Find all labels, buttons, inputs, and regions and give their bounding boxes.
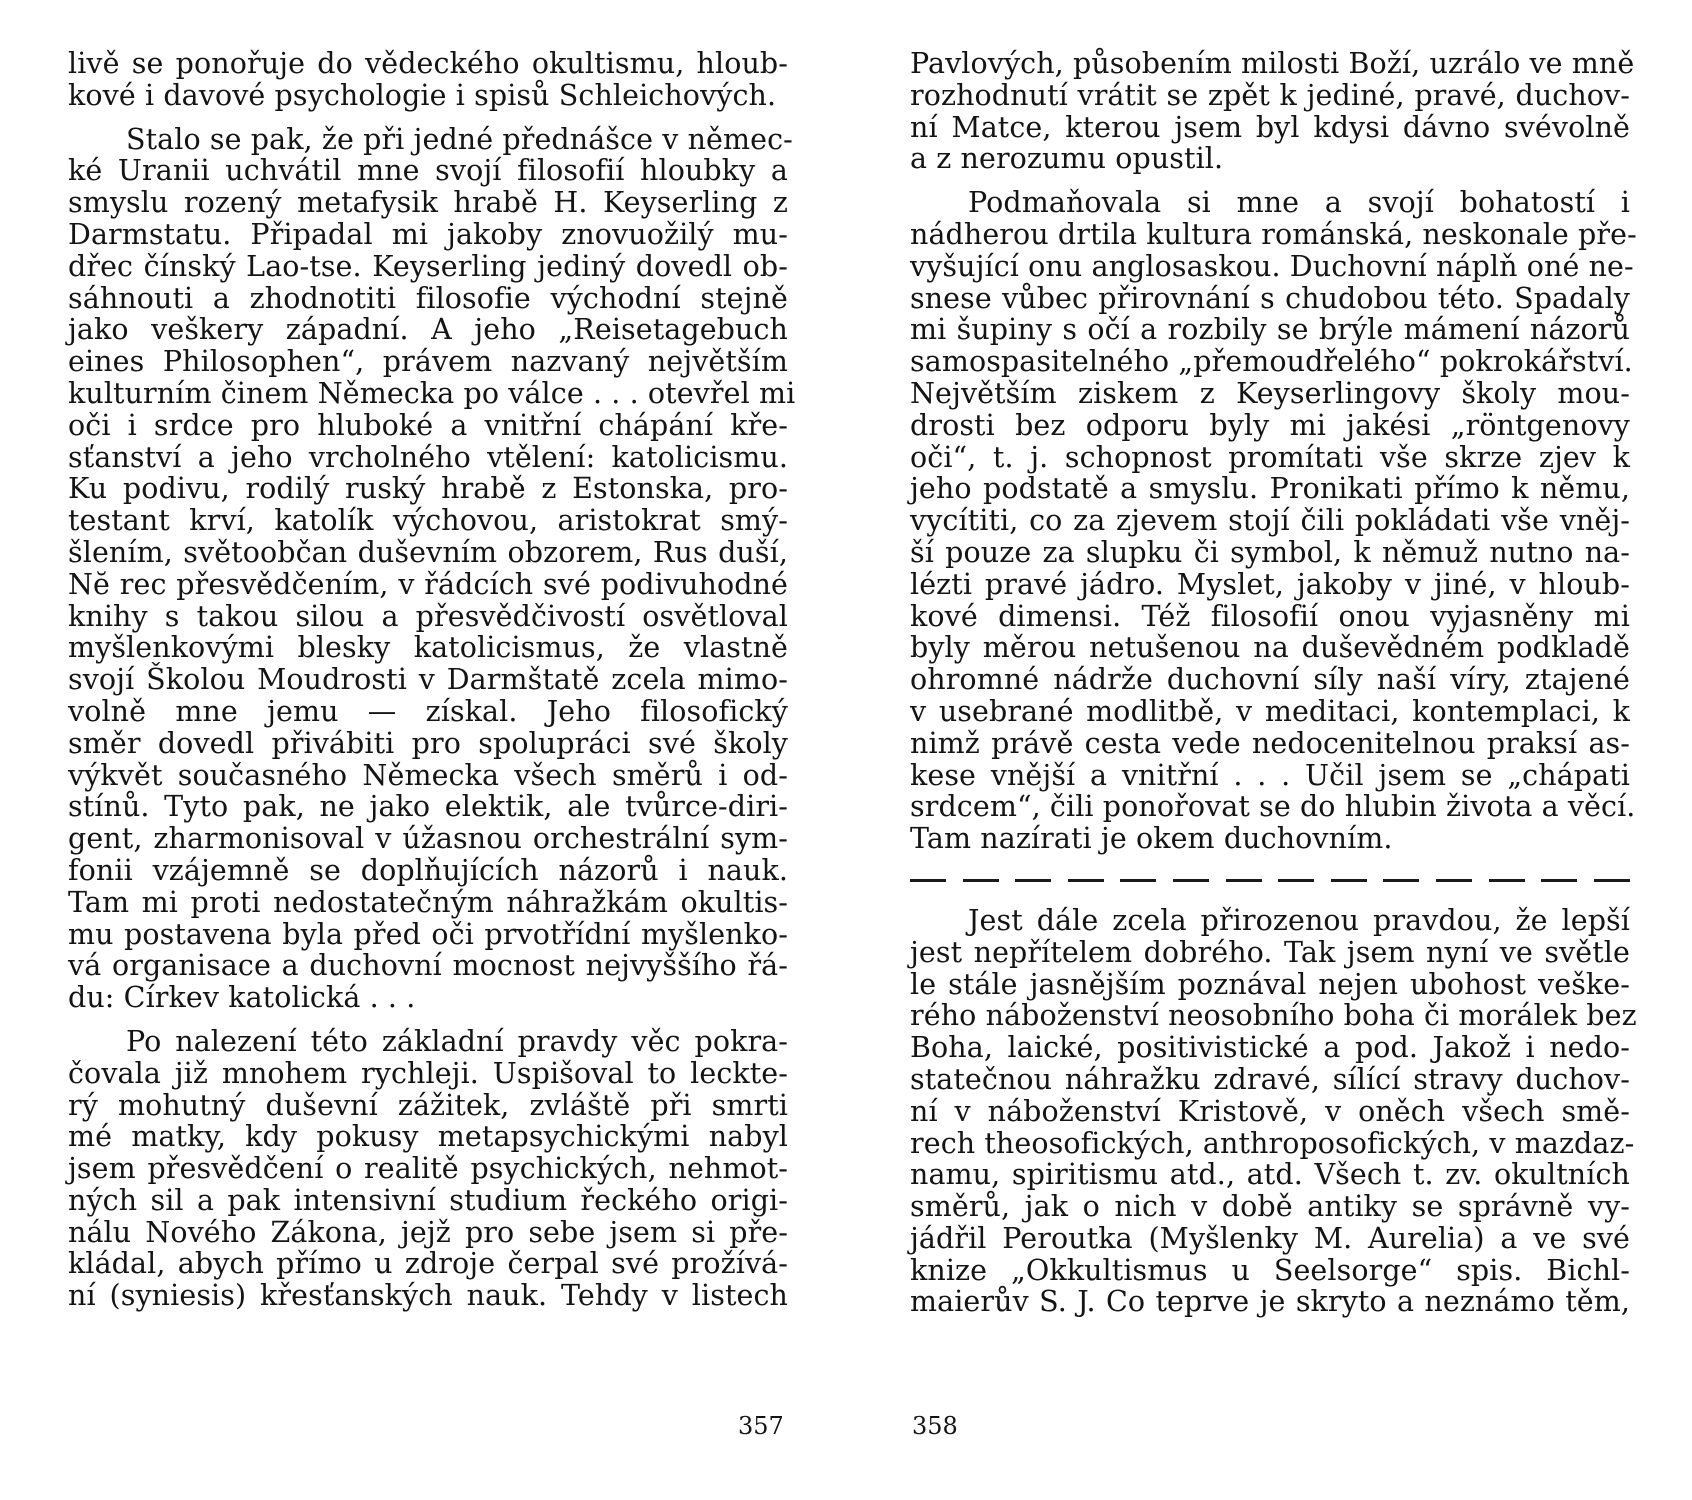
divider-dash xyxy=(1594,879,1630,882)
text-line: Jest dále zcela přirozenou pravdou, že lepší xyxy=(968,903,1630,937)
text-line: mé matky, kdy pokusy metapsychickými nabyl xyxy=(68,1120,788,1154)
text-line: jeho podstatě a smyslu. Pronikati přímo k němu, xyxy=(910,472,1630,506)
text-line: smyslu rozený metafysik hrabě H. Keyserling z xyxy=(68,186,788,220)
text-line: dřec čínský Lao-tse. Keyserling jediný dovedl ob- xyxy=(68,249,788,283)
text-line: volně mne jemu — získal. Jeho filosofický xyxy=(68,694,788,728)
text-line: oči i srdce pro hluboké a vnitřní chápání kře- xyxy=(68,408,788,442)
text-line: rozhodnutí vrátit se zpět k jediné, pravé, duchov- xyxy=(910,78,1630,112)
text-line: kládal, abych přímo u zdroje čerpal své prožívá- xyxy=(68,1247,788,1281)
text-line: čovala již mnohem rychleji. Uspišoval to leckte- xyxy=(68,1056,788,1090)
text-line: Boha, laické, positivistické a pod. Jakož i nedo- xyxy=(910,1031,1630,1065)
text-line: jako veškery západní. A jeho „Reisetagebuch xyxy=(68,313,788,347)
text-line: gent, zharmonisoval v úžasnou orchestrální sym- xyxy=(68,822,788,856)
text-line: knihy s takou silou a přesvědčivostí osvětloval xyxy=(68,599,788,633)
text-line: vyšující onu anglosaskou. Duchovní náplň oné ne- xyxy=(910,249,1634,283)
text-line: jádřil Peroutka (Myšlenky M. Aurelia) a ve své xyxy=(910,1221,1630,1255)
text-line: Po nalezení této základní pravdy věc pokra- xyxy=(126,1024,788,1058)
divider-dash xyxy=(1436,879,1472,882)
text-line: ké Uranii uchvátil mne svojí filosofií hloubky a xyxy=(68,154,788,188)
text-line: výkvět současného Německa všech směrů i od- xyxy=(68,758,788,792)
text-line: samospasitelného „přemoudřelého“ pokrokářství. xyxy=(910,345,1633,379)
text-line: namu, spiritismu atd., atd. Všech t. zv. okultních xyxy=(910,1158,1630,1192)
text-line: eines Philosophen“, právem nazvaný největším xyxy=(68,345,788,379)
text-line: ohromné nádrže duchovní síly naší víry, ztajené xyxy=(910,663,1630,697)
text-line: vycítiti, co za zjevem stojí čili pokládati vše vněj- xyxy=(910,504,1630,538)
text-line: oči“, t. j. schopnost promítati vše skrze zjev k xyxy=(910,440,1630,474)
text-line: srdcem“, čili ponořovat se do hlubin života a věcí. xyxy=(910,790,1636,824)
divider-dash xyxy=(1383,879,1419,882)
divider-dash xyxy=(1331,879,1367,882)
text-line: ných sil a pak intensivní studium řeckého origi- xyxy=(68,1183,788,1217)
text-line: fonii vzájemně se doplňujících názorů i nauk. xyxy=(68,853,788,887)
text-line: a z nerozumu opustil. xyxy=(910,142,1224,176)
text-line: jest nepřítelem dobrého. Tak jsem nyní ve světle xyxy=(910,935,1630,969)
divider-dash xyxy=(1068,879,1104,882)
text-line: vá organisace a duchovní mocnost nejvyššího řá- xyxy=(68,949,788,983)
text-line: byly měrou netušenou na duševědném podkladě xyxy=(910,631,1630,665)
text-line: nimž právě cesta vede nedocenitelnou praksí as- xyxy=(910,726,1630,760)
text-line: mi šupiny s očí a rozbily se brýle mámení názorů xyxy=(910,313,1630,347)
text-line: kové i davové psychologie i spisů Schleichových. xyxy=(68,78,777,112)
text-line: Stalo se pak, že při jedné přednášce v němec- xyxy=(126,122,793,156)
text-line: Darmstatu. Připadal mi jakoby znovuožilý mu- xyxy=(68,217,788,251)
text-line: jsem přesvědčení o realitě psychických, nehmot- xyxy=(68,1152,788,1186)
text-line: Podmaňovala si mne a svojí bohatostí i xyxy=(968,186,1630,220)
divider-dash xyxy=(1173,879,1209,882)
text-line: kové dimensi. Též filosofií onou vyjasněny mi xyxy=(910,599,1630,633)
text-line: maierův S. J. Co teprve je skryto a neznámo těm, xyxy=(910,1285,1630,1319)
text-line: šlením, světoobčan duševním obzorem, Rus duší, xyxy=(68,535,788,569)
divider-dash xyxy=(1278,879,1314,882)
right-paragraph-3 xyxy=(910,903,1637,1319)
right-page xyxy=(910,47,1637,1319)
text-line: testant krví, katolík výchovou, aristokrat smý- xyxy=(68,504,788,538)
text-line: ní (syniesis) křesťanských nauk. Tehdy v listech xyxy=(68,1279,788,1313)
left-paragraph-1 xyxy=(68,48,788,112)
divider-dash xyxy=(1541,879,1577,882)
text-line: rý mohutný duševní zážitek, zvláště při smrti xyxy=(68,1088,788,1122)
divider-dash xyxy=(910,879,946,882)
divider-dash xyxy=(1015,879,1051,882)
text-line: rého náboženství neosobního boha či morálek bez xyxy=(910,999,1637,1033)
text-line: Tam mi proti nedostatečným náhražkám okultis- xyxy=(68,885,788,919)
text-line: nálu Nového Zákona, jejž pro sebe jsem si pře- xyxy=(68,1215,788,1249)
text-line: lézti pravé jádro. Myslet, jakoby v jiné, v hloub- xyxy=(910,567,1630,601)
text-line: kulturním činem Německa po válce . . . otevřel mi xyxy=(68,376,796,410)
text-line: statečnou náhražku zdravé, sílící stravy duchov- xyxy=(910,1062,1630,1096)
text-line: svojí Školou Moudrosti v Darmštatě zcela mimo- xyxy=(68,663,788,697)
divider-dash xyxy=(963,879,999,882)
divider-dash xyxy=(1489,879,1525,882)
page-number-right: 358 xyxy=(912,1412,958,1440)
text-line: v usebrané modlitbě, v meditaci, kontemplaci, k xyxy=(910,694,1630,728)
text-line: Ku podivu, rodilý ruský hrabě z Estonska, pro- xyxy=(68,472,788,506)
text-line: livě se ponořuje do vědeckého okultismu, hloub- xyxy=(68,47,788,80)
text-line: sáhnouti a zhodnotiti filosofie východní stejně xyxy=(68,281,788,315)
text-line: Nĕ rec přesvědčením, v řádcích své podivuhodné xyxy=(68,567,788,601)
text-line: směrů, jak o nich v době antiky se správně vy- xyxy=(910,1190,1630,1224)
left-page xyxy=(68,47,796,1313)
text-line: myšlenkovými blesky katolicismus, že vlastně xyxy=(68,631,788,665)
right-paragraph-2 xyxy=(910,186,1637,856)
left-paragraph-2 xyxy=(68,122,796,1015)
text-line: Tam nazírati je okem duchovním. xyxy=(910,822,1393,856)
right-paragraph-1 xyxy=(910,47,1635,176)
text-line: Největším ziskem z Keyserlingovy školy mou- xyxy=(910,376,1630,410)
text-line: knize „Okkultismus u Seelsorge“ spis. Bichl- xyxy=(910,1253,1630,1287)
text-line: kese vnější a vnitřní . . . Učil jsem se „chápati xyxy=(910,758,1630,792)
text-line: ní v náboženství Kristově, v oněch všech smě- xyxy=(910,1094,1630,1128)
text-line: mu postavena byla před oči prvotřídní myšlenko- xyxy=(68,917,788,951)
divider-dash xyxy=(1120,879,1156,882)
text-line: drosti bez odporu byly mi jakési „röntgenovy xyxy=(910,408,1630,442)
text-line: ní Matce, kterou jsem byl kdysi dávno svévolně xyxy=(910,110,1630,144)
text-line: směr dovedl přivábiti pro spolupráci své školy xyxy=(68,726,788,760)
section-divider xyxy=(910,877,1630,885)
left-paragraph-3 xyxy=(68,1026,788,1312)
text-line: nádherou drtila kultura románská, neskonale pře- xyxy=(910,217,1637,251)
text-line: stínů. Tyto pak, ne jako elektik, ale tvůrce-diri- xyxy=(68,790,788,824)
text-line: sťanství a jeho vrcholného vtělení: katolicismu. xyxy=(68,440,788,474)
page-number-left: 357 xyxy=(738,1412,784,1440)
text-line: rech theosofických, anthroposofických, v mazdaz- xyxy=(910,1126,1635,1160)
divider-dash xyxy=(1226,879,1262,882)
text-line: Pavlových, působením milosti Boží, uzrálo ve mně xyxy=(910,47,1635,80)
text-line: snese vůbec přirovnání s chudobou této. Spadaly xyxy=(910,281,1630,315)
text-line: du: Církev katolická . . . xyxy=(68,981,416,1015)
text-line: le stále jasnějším poznával nejen ubohost veške- xyxy=(910,967,1630,1001)
text-line: ší pouze za slupku či symbol, k němuž nutno na- xyxy=(910,535,1630,569)
